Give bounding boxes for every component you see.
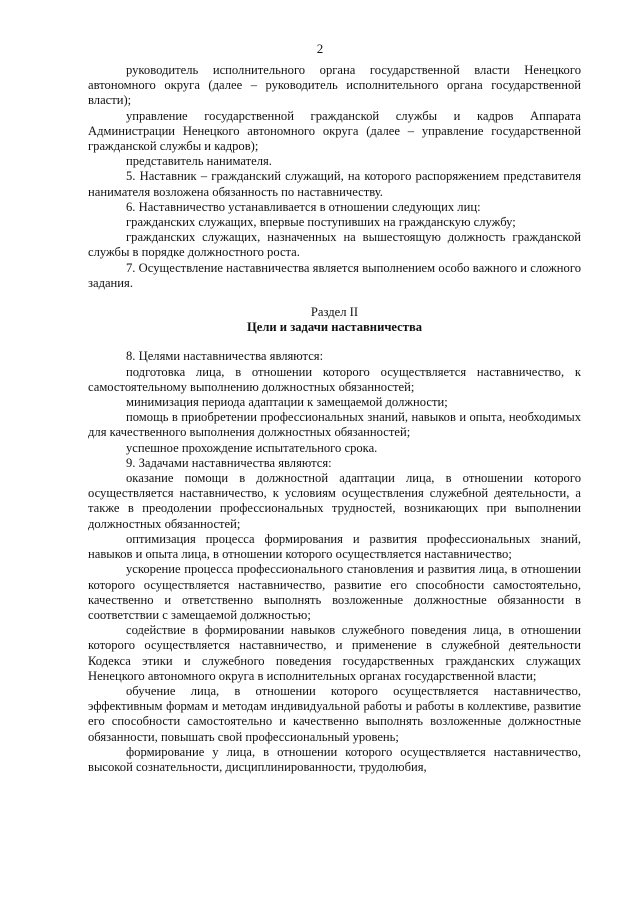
paragraph: успешное прохождение испытательного срока. [126,440,378,455]
paragraph: представитель нанимателя. [126,154,272,169]
paragraph: руководитель исполнительного органа государственной власти Ненецкого автономного округа (далее – руководитель исполнительного органа государственной власти); [88,63,581,108]
paragraph: 7. Осуществление наставничества является выполнением особо важного и сложного задания. [88,260,581,290]
paragraph: оптимизация процесса формирования и развития профессиональных знаний, навыков и опыта лица, в отношении которого осуществляется наставничество; [88,531,581,562]
paragraph: 5. Наставник – гражданский служащий, на которого распоряжением представителя нанимателя возложена обязанность по наставничеству. [88,169,581,199]
paragraphs-top [88,63,581,291]
paragraph: гражданских служащих, назначенных на вышестоящую должность гражданской службы в порядке должностного роста. [88,230,581,260]
paragraph: формирование у лица, в отношении которого осуществляется наставничество, высокой сознательности, дисциплинированности, трудолюбия, [88,744,581,774]
section-label: Раздел II [310,305,359,320]
paragraph: управление государственной гражданской службы и кадров Аппарата Администрации Ненецкого автономного округа (далее – управление государственной гражданской службы и кадров); [88,108,581,154]
page-number: 2 [316,41,324,56]
paragraph: обучение лица, в отношении которого осуществляется наставничество, эффективным формам и методам индивидуальной работы и работы в коллективе, развитие его способности самостоятельно и качественно выполнять возложенные должностные обязанности, повышать свой профессиональный уровень; [88,683,581,744]
paragraph: помощь в приобретении профессиональных знаний, навыков и опыта, необходимых для качественного выполнения должностных обязанностей; [88,410,581,440]
paragraph: подготовка лица, в отношении которого осуществляется наставничество, к самостоятельному выполнению должностных обязанностей; [88,364,581,394]
paragraph: минимизация периода адаптации к замещаемой должности; [126,395,448,410]
paragraph: оказание помощи в должностной адаптации лица, в отношении которого осуществляется наставничество, к условиям осуществления служебной деятельности, а также в преодолении профессиональных трудностей, возникающих при выполнении должностных обязанностей; [88,471,581,531]
section-spacer [88,291,581,305]
paragraph: 6. Наставничество устанавливается в отношении следующих лиц: [126,199,481,214]
paragraph: 9. Задачами наставничества являются: [126,455,332,470]
paragraph: гражданских служащих, впервые поступивших на гражданскую службу; [126,215,516,230]
paragraph: ускорение процесса профессионального становления и развития лица, в отношении которого осуществляется наставничество, развитие его способности самостоятельно, качественно и ответственно выполнять возложенные должностные обязанности в соответствии с замещаемой должностью; [88,562,581,622]
paragraph: содействие в формировании навыков служебного поведения лица, в отношении которого осуществляется наставничество, и применение в служебной деятельности Кодекса этики и служебного поведения государственных гражданских служащих Ненецкого автономного округа в исполнительных органах государственной власти; [88,623,581,683]
paragraphs-bottom [88,349,581,775]
section-title: Цели и задачи наставничества [246,320,423,335]
document-body [88,63,581,775]
paragraph: 8. Целями наставничества являются: [126,349,324,364]
